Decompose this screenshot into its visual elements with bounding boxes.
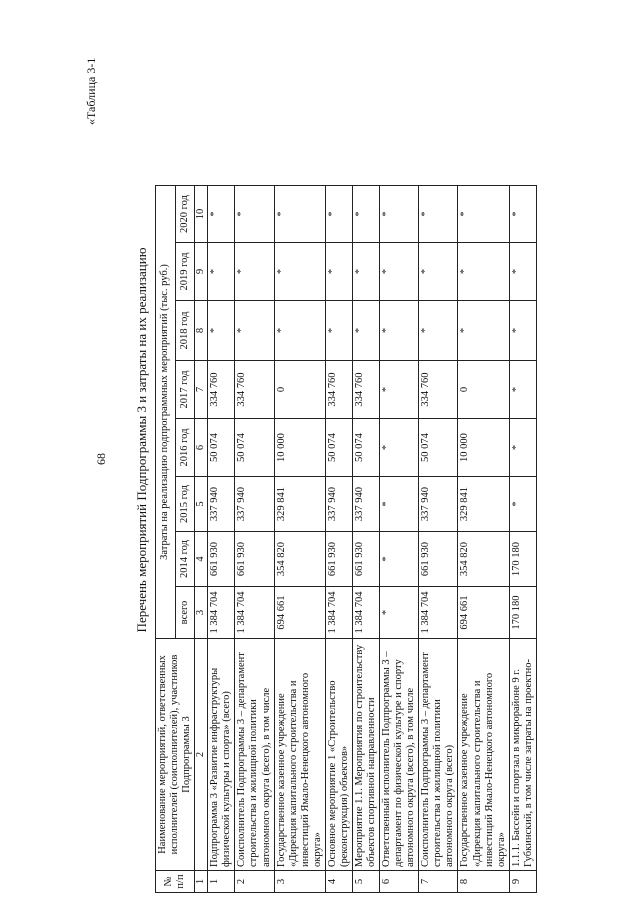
table-note: «Таблица 3-1 [84, 57, 98, 125]
cell-year-value: 661 930 [419, 532, 458, 587]
cell-year-value: 661 930 [325, 532, 352, 587]
column-index-row [195, 186, 208, 893]
cell-year-value: * [235, 243, 274, 301]
column-index: 10 [195, 186, 208, 243]
cell-total: 1 384 704 [352, 587, 379, 639]
header-year: 2019 год [175, 243, 195, 301]
cell-year-value: 334 760 [419, 361, 458, 419]
cell-year-value: * [380, 301, 419, 361]
cell-total: 170 180 [509, 587, 536, 639]
row-name: Соисполнитель Подпрограммы 3 – департамент строительства и жилищной политики автономного округа (всего) [419, 639, 458, 871]
table-row [458, 186, 509, 893]
cell-year-value: 10 000 [274, 419, 325, 477]
cell-year-value: 334 760 [325, 361, 352, 419]
cell-year-value: 50 074 [352, 419, 379, 477]
cell-year-value: 50 074 [235, 419, 274, 477]
cell-year-value: * [380, 361, 419, 419]
cell-year-value: 10 000 [458, 419, 509, 477]
cell-year-value: 0 [274, 361, 325, 419]
cell-year-value: 329 841 [458, 477, 509, 532]
table-row [352, 186, 379, 893]
cell-year-value: * [325, 243, 352, 301]
row-number: 3 [274, 871, 325, 893]
row-name: Соисполнитель Подпрограммы 3 – департамент строительства и жилищной политики автономного округа (всего), в том числе [235, 639, 274, 871]
column-index: 3 [195, 587, 208, 639]
cell-year-value: * [458, 186, 509, 243]
row-number: 9 [509, 871, 536, 893]
cell-year-value: 337 940 [419, 477, 458, 532]
header-num: № п/п [156, 871, 195, 893]
page-number: 68 [94, 453, 108, 465]
cell-year-value: * [325, 301, 352, 361]
cell-year-value: 354 820 [274, 532, 325, 587]
measures-table [155, 185, 537, 893]
column-index: 8 [195, 301, 208, 361]
table-row [419, 186, 458, 893]
row-name: Подпрограмма 3 «Развитие инфраструктуры физической культуры и спорта» (всего) [208, 639, 235, 871]
cell-year-value: * [235, 186, 274, 243]
cell-year-value: 0 [458, 361, 509, 419]
cell-year-value: * [325, 186, 352, 243]
row-number: 7 [419, 871, 458, 893]
cell-year-value: 337 940 [352, 477, 379, 532]
cell-year-value: 354 820 [458, 532, 509, 587]
cell-year-value: * [458, 243, 509, 301]
cell-year-value: * [235, 301, 274, 361]
column-index: 6 [195, 419, 208, 477]
column-index: 7 [195, 361, 208, 419]
cell-year-value: * [419, 243, 458, 301]
cell-total: 694 661 [274, 587, 325, 639]
cell-year-value: * [509, 477, 536, 532]
cell-year-value: 50 074 [419, 419, 458, 477]
cell-total: 694 661 [458, 587, 509, 639]
cell-year-value: * [208, 301, 235, 361]
cell-year-value: * [380, 186, 419, 243]
cell-year-value: 50 074 [208, 419, 235, 477]
table-row [208, 186, 235, 893]
cell-year-value: 50 074 [325, 419, 352, 477]
cell-total: 1 384 704 [235, 587, 274, 639]
cell-year-value: 337 940 [325, 477, 352, 532]
row-number: 4 [325, 871, 352, 893]
header-year: 2020 год [175, 186, 195, 243]
cell-year-value: * [352, 186, 379, 243]
header-year: 2015 год [175, 477, 195, 532]
cell-year-value: 334 760 [235, 361, 274, 419]
row-name: Ответственный исполнитель Подпрограммы 3 – департамент по физической культуре и спорту автономного округа (всего), в том числе [380, 639, 419, 871]
cell-year-value: * [380, 419, 419, 477]
table-row [274, 186, 325, 893]
cell-year-value: * [380, 532, 419, 587]
table-row [380, 186, 419, 893]
cell-year-value: * [509, 419, 536, 477]
cell-year-value: * [509, 361, 536, 419]
row-number: 5 [352, 871, 379, 893]
row-name: Государственное казенное учреждение «Дирекция капитального строительства и инвестиций Ямало-Ненецкого автономного округа» [458, 639, 509, 871]
table-row [509, 186, 536, 893]
table-row [235, 186, 274, 893]
column-index: 5 [195, 477, 208, 532]
cell-year-value: * [352, 243, 379, 301]
cell-total: 1 384 704 [325, 587, 352, 639]
cell-year-value: 661 930 [235, 532, 274, 587]
row-name: Основное мероприятие 1 «Строительство (реконструкция) объектов» [325, 639, 352, 871]
cell-year-value: * [274, 243, 325, 301]
header-total: всего [175, 587, 195, 639]
cell-year-value: 661 930 [208, 532, 235, 587]
header-year: 2014 год [175, 532, 195, 587]
header-year: 2018 год [175, 301, 195, 361]
cell-year-value: * [208, 186, 235, 243]
cell-year-value: 329 841 [274, 477, 325, 532]
cell-year-value: * [352, 301, 379, 361]
cell-year-value: 337 940 [235, 477, 274, 532]
cell-year-value: * [419, 186, 458, 243]
cell-year-value: * [509, 243, 536, 301]
row-number: 2 [235, 871, 274, 893]
column-index: 1 [195, 871, 208, 893]
header-year: 2017 год [175, 361, 195, 419]
column-index: 4 [195, 532, 208, 587]
row-number: 1 [208, 871, 235, 893]
cell-year-value: 337 940 [208, 477, 235, 532]
cell-year-value: * [274, 186, 325, 243]
cell-year-value: * [274, 301, 325, 361]
cell-year-value: * [380, 243, 419, 301]
row-name: Мероприятие 1.1. Мероприятия по строительству объектов спортивной направленности [352, 639, 379, 871]
cell-year-value: * [509, 301, 536, 361]
cell-year-value: * [380, 477, 419, 532]
cell-year-value: * [419, 301, 458, 361]
row-number: 6 [380, 871, 419, 893]
header-costs: Затраты на реализацию подпрограммных мероприятий (тыс. руб.) [156, 186, 176, 639]
cell-year-value: * [208, 243, 235, 301]
cell-year-value: 170 180 [509, 532, 536, 587]
table-row [325, 186, 352, 893]
cell-total: * [380, 587, 419, 639]
row-name: 1.1.1. Бассейн и спортзал в микрорайоне 9 г. Губкинский, в том числе затраты на проектно- [509, 639, 536, 871]
cell-year-value: * [509, 186, 536, 243]
column-index: 9 [195, 243, 208, 301]
header-year: 2016 год [175, 419, 195, 477]
header-name: Наименование мероприятий, ответственных исполнителей (соисполнителей), участников Подпрограммы 3 [156, 639, 195, 871]
cell-total: 1 384 704 [419, 587, 458, 639]
cell-year-value: * [458, 301, 509, 361]
column-index: 2 [195, 639, 208, 871]
cell-year-value: 661 930 [352, 532, 379, 587]
cell-total: 1 384 704 [208, 587, 235, 639]
row-number: 8 [458, 871, 509, 893]
cell-year-value: 334 760 [352, 361, 379, 419]
document-title: Перечень мероприятий Подпрограммы 3 и затраты на их реализацию [134, 247, 149, 633]
cell-year-value: 334 760 [208, 361, 235, 419]
row-name: Государственное казенное учреждение «Дирекция капитального строительства и инвестиций Ямало-Ненецкого автономного округа» [274, 639, 325, 871]
